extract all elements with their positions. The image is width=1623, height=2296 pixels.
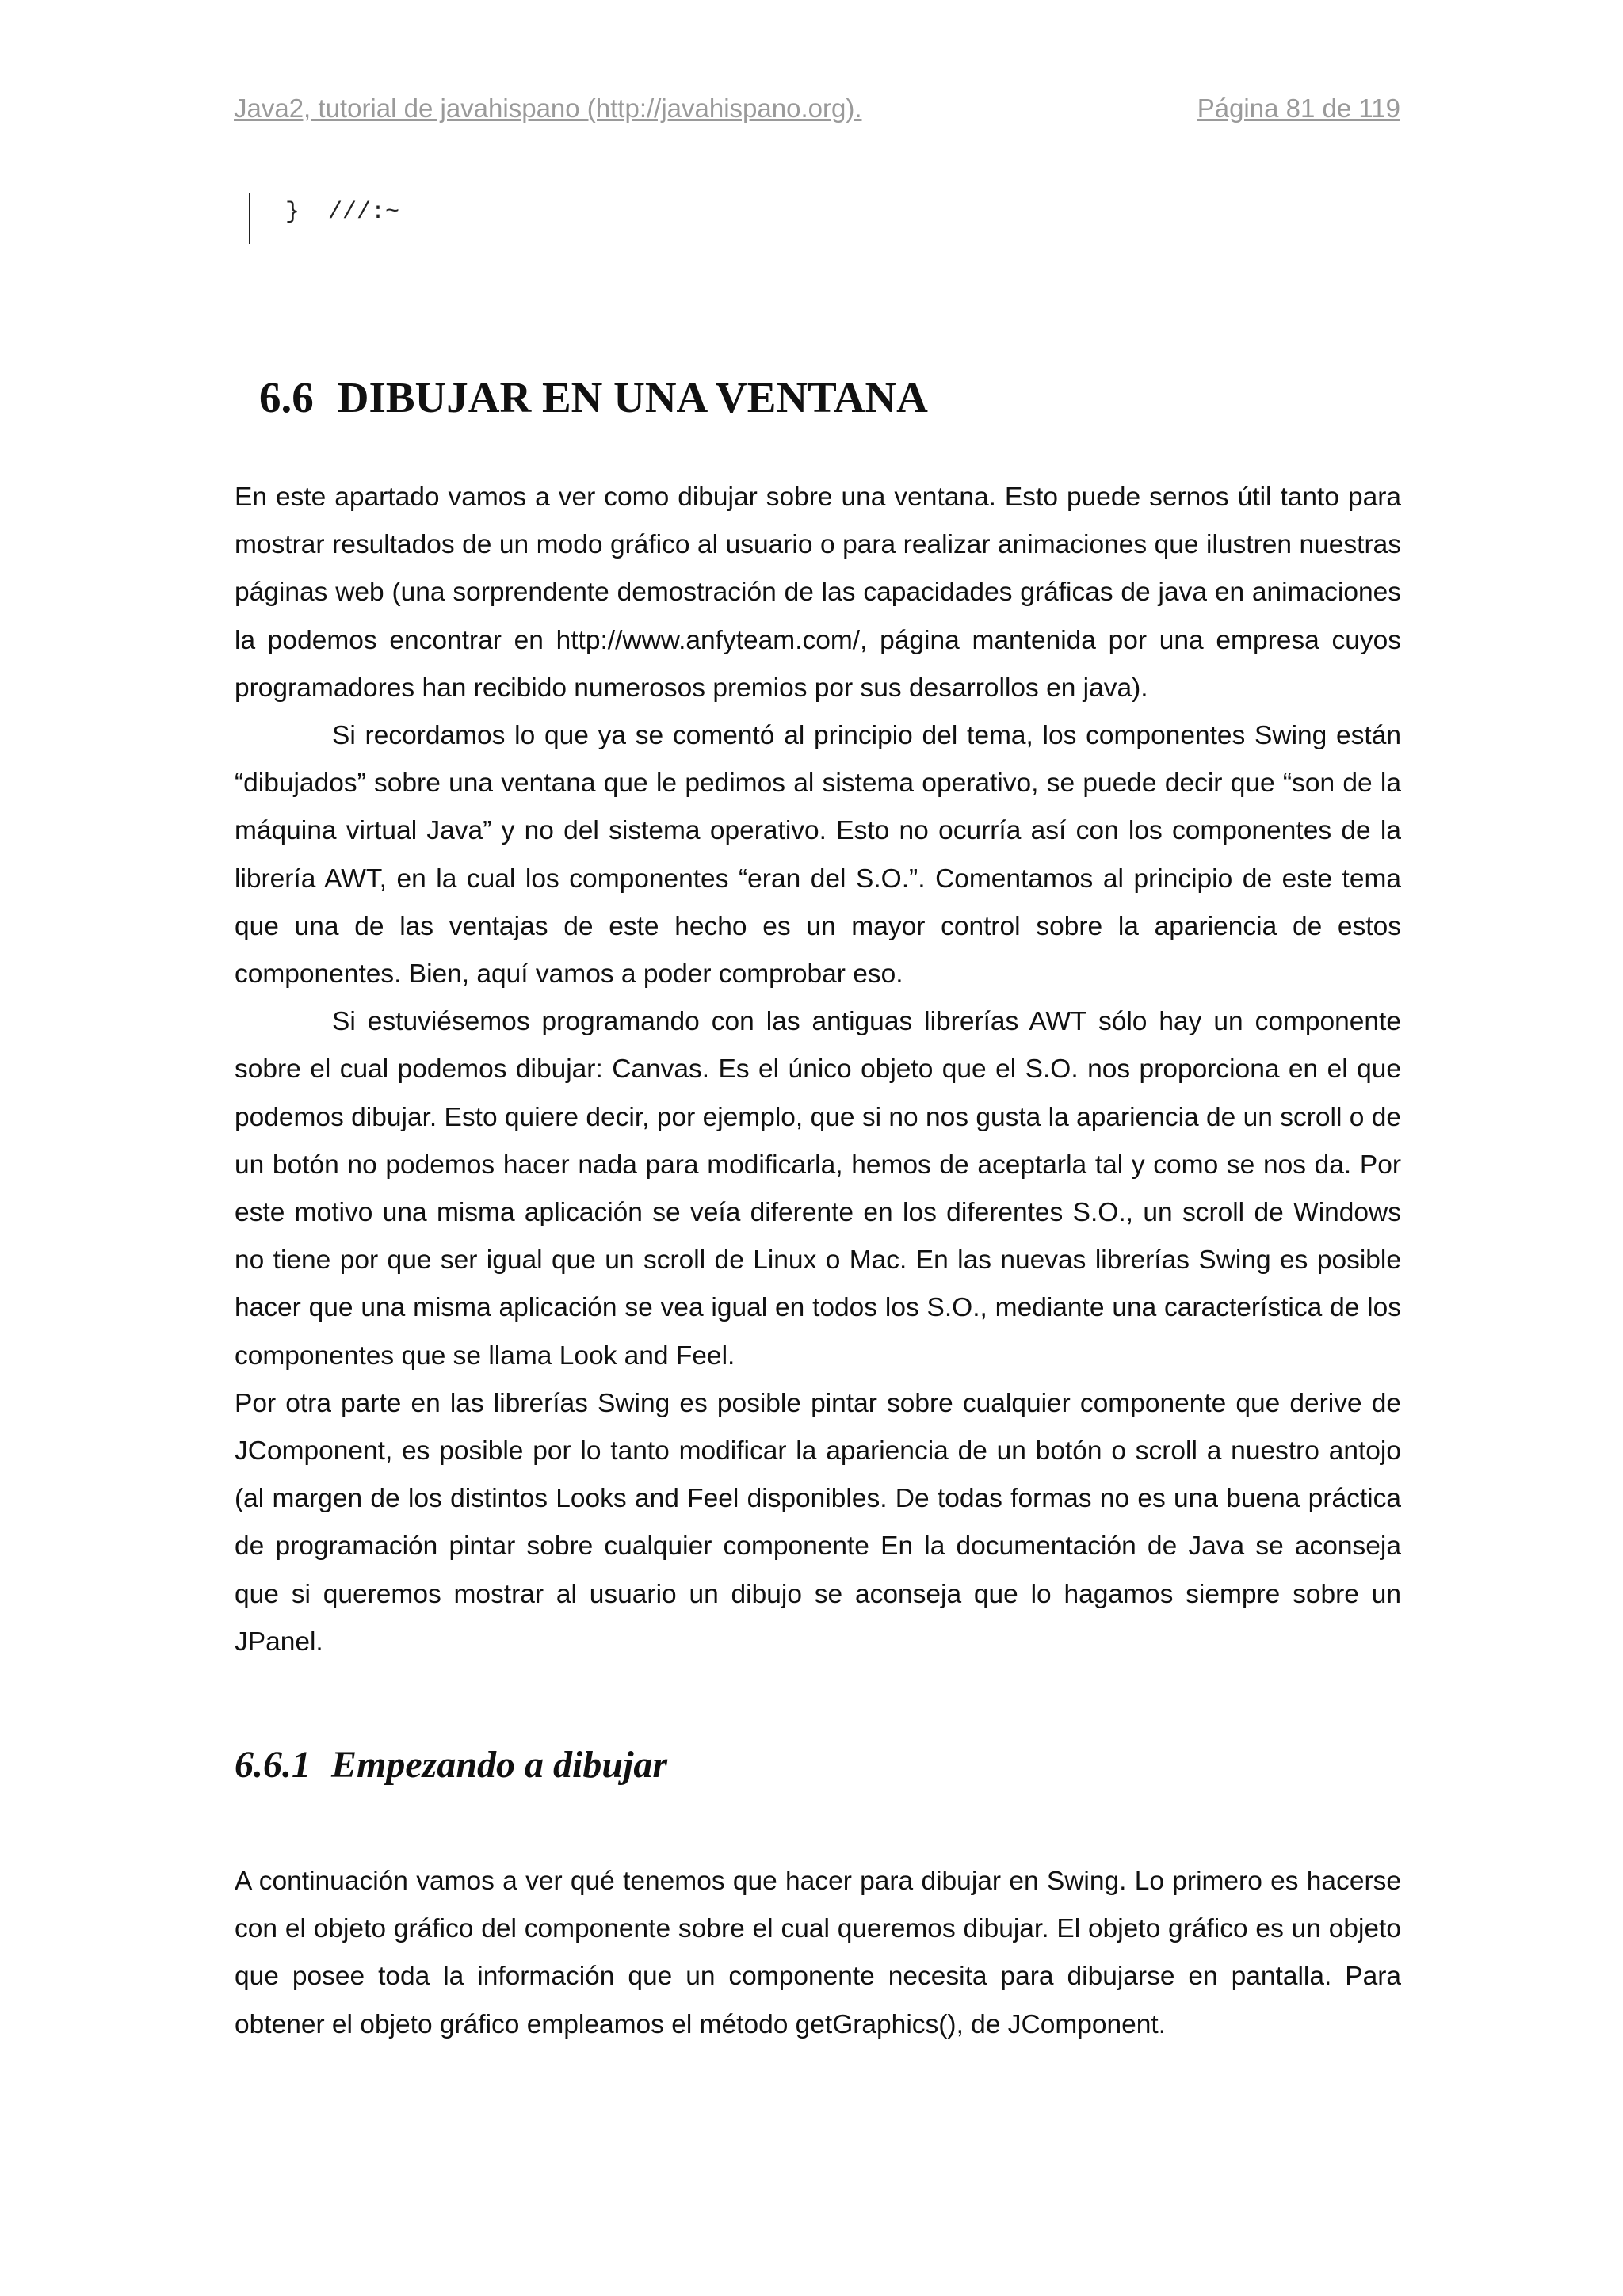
section-number: 6.6 (259, 373, 314, 421)
header-title-link[interactable]: Java2, tutorial de javahispano (http://javahispano.org). (234, 93, 862, 123)
section-body (235, 474, 1401, 1666)
paragraph: En este apartado vamos a ver como dibujar sobre una ventana. Esto puede sernos útil tanto para mostrar resultados de un modo gráfico al usuario o para realizar animaciones que ilustren nuestras páginas web (una sorprendente demostración de las capacidades gráficas de java en animaciones la podemos encontrar en http://www.anfyteam.com/, página mantenida por una empresa cuyos programadores han recibido numerosos premios por sus desarrollos en java). (235, 482, 1401, 703)
subsection-body (235, 1858, 1401, 2049)
subsection-title: Empezando a dibujar (331, 1744, 668, 1786)
section-title: DIBUJAR EN UNA VENTANA (337, 373, 928, 421)
header-page-number: Página 81 de 119 (1197, 93, 1400, 123)
subsection-number: 6.6.1 (235, 1744, 311, 1786)
page-header (234, 93, 1400, 133)
paragraph: A continuación vamos a ver qué tenemos que hacer para dibujar en Swing. Lo primero es hacerse con el objeto gráfico del componente sobre el cual queremos dibujar. El objeto gráfico es un objeto que posee toda la información que un componente necesita para dibujarse en pantalla. Para obtener el objeto gráfico empleamos el método getGraphics(), de JComponent. (235, 1867, 1401, 2039)
paragraph: Si estuviésemos programando con las antiguas librerías AWT sólo hay un componente sobre el cual podemos dibujar: Canvas. Es el único objeto que el S.O. nos proporciona en el que podemos dibujar. Esto quiere decir, por ejemplo, que si no nos gusta la apariencia de un scroll o de un botón no podemos hacer nada para modificarla, hemos de aceptarla tal y como se nos da. Por este motivo una misma aplicación se veía diferente en los diferentes S.O., un scroll de Windows no tiene por que ser igual que un scroll de Linux o Mac. En las nuevas librerías Swing es posible hacer que una misma aplicación se vea igual en todos los S.O., mediante una característica de los componentes que se llama Look and Feel. (235, 1007, 1401, 1371)
code-snippet: } ///:~ (249, 193, 399, 244)
section-heading (259, 372, 928, 422)
paragraph: Si recordamos lo que ya se comentó al principio del tema, los componentes Swing están “dibujados” sobre una ventana que le pedimos al sistema operativo, se puede decir que “son de la máquina virtual Java” y no del sistema operativo. Esto no ocurría así con los componentes de la librería AWT, en la cual los componentes “eran del S.O.”. Comentamos al principio de este tema que una de las ventajas de este hecho es un mayor control sobre la apariencia de estos componentes. Bien, aquí vamos a poder comprobar eso. (235, 721, 1401, 990)
subsection-heading (235, 1743, 667, 1787)
paragraph: Por otra parte en las librerías Swing es posible pintar sobre cualquier componente que derive de JComponent, es posible por lo tanto modificar la apariencia de un botón o scroll a nuestro antojo (al margen de los distintos Looks and Feel disponibles. De todas formas no es una buena práctica de programación pintar sobre cualquier componente En la documentación de Java se aconseja que si queremos mostrar al usuario un dibujo se aconseja que lo hagamos siempre sobre un JPanel. (235, 1388, 1401, 1657)
